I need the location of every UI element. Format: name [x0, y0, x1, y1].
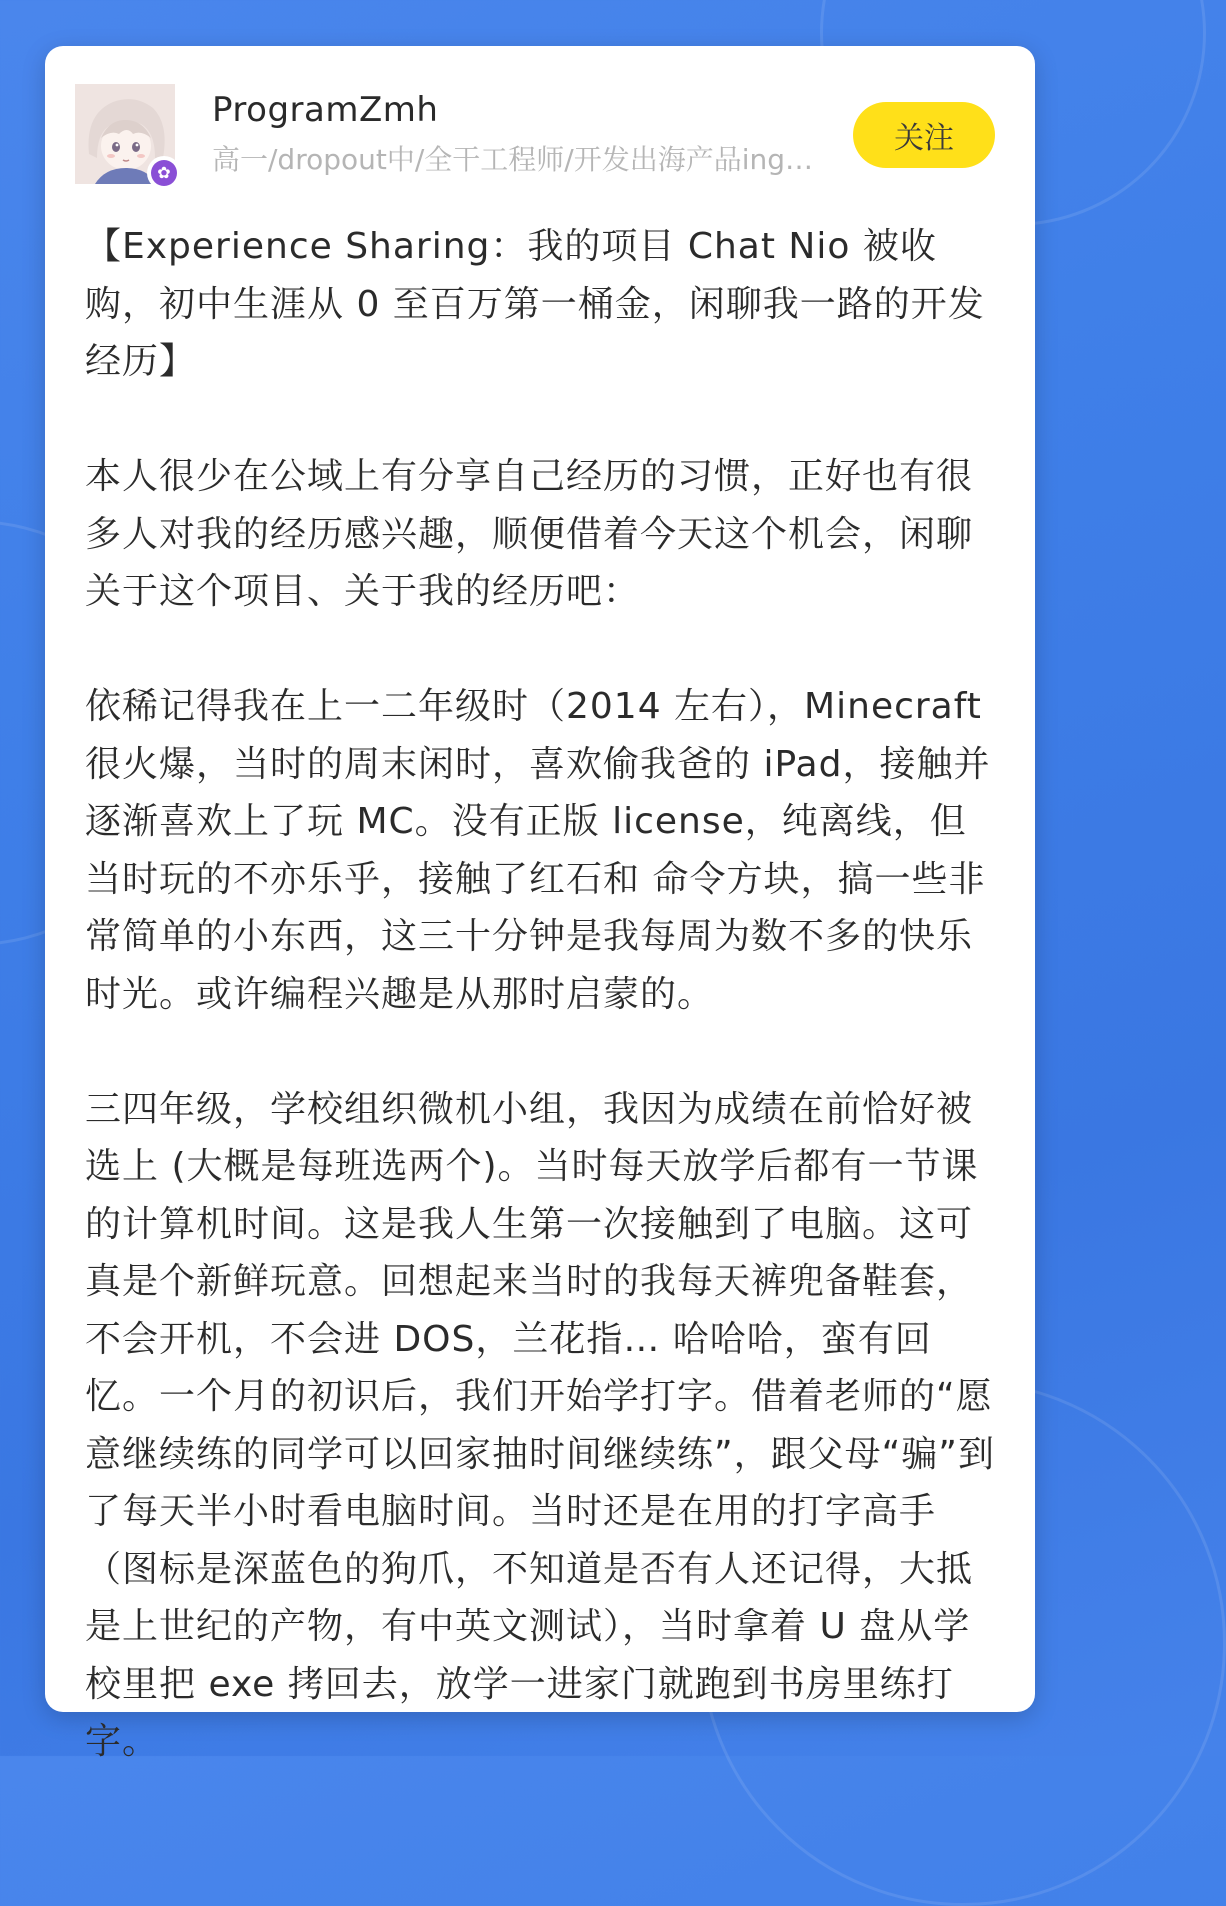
post-paragraph: 依稀记得我在上一二年级时（2014 左右），Minecraft 很火爆，当时的周末闲时，喜欢偷我爸的 iPad，接触并逐渐喜欢上了玩 MC。没有正版 license，纯离线，但当时玩的不亦乐乎，接触了红石和 命令方块，搞一些非常简单的小东西，这三十分钟是我每周为数不多的快乐时光。或许编程兴趣是从那时启蒙的。 — [85, 686, 991, 1015]
post-title-paragraph: 【Experience Sharing：我的项目 Chat Nio 被收购，初中生涯从 0 至百万第一桶金，闲聊我一路的开发经历】 — [85, 226, 985, 382]
user-bio: 高一/dropout中/全干工程师/开发出海产品ing… — [212, 143, 814, 176]
username[interactable]: ProgramZmh — [212, 90, 439, 130]
post-card — [45, 46, 1035, 1762]
post-paragraph: 本人很少在公域上有分享自己经历的习惯，正好也有很多人对我的经历感兴趣，顺便借着今天这个机会，闲聊关于这个项目、关于我的经历吧： — [85, 456, 974, 612]
verified-badge-icon — [147, 156, 181, 190]
post-header — [45, 46, 1035, 226]
post-paragraph: 三四年级，学校组织微机小组，我因为成绩在前恰好被选上 (大概是每班选两个)。当时每天放学后都有一节课的计算机时间。这是我人生第一次接触到了电脑。这可真是个新鲜玩意。回想起来当时的我每天裤兜备鞋套，不会开机，不会进 DOS，兰花指… 哈哈哈，蛮有回忆。一个月的初识后，我们开始学打字。借着老师的“愿意继续练的同学可以回家抽时间继续练”，跟父母“骗”到了每天半小时看电脑时间。当时还是在用的打字高手（图标是深蓝色的狗爪，不知道是否有人还记得，大抵是上世纪的产物，有中英文测试），当时拿着 U 盘从学校里把 exe 拷回去，放学一进家门就跑到书房里练打字。 — [85, 1088, 995, 1762]
follow-button[interactable]: 关注 — [853, 102, 995, 168]
badge-flower-icon: ✿ — [151, 160, 177, 186]
post-content — [85, 218, 997, 1771]
